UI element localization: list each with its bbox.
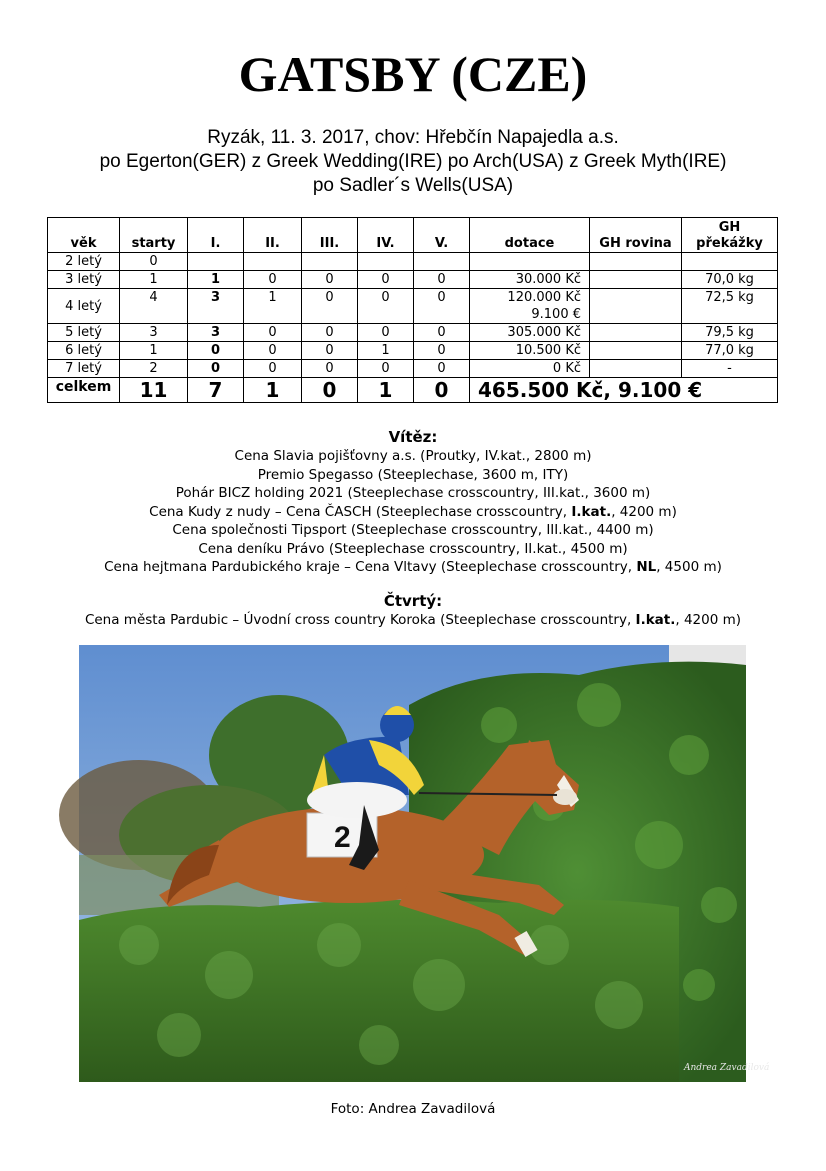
total-fifth: 0 <box>414 378 470 403</box>
race-record-table <box>47 217 778 403</box>
race-line <box>0 611 826 630</box>
table-total-row <box>48 378 778 403</box>
col-header-second: II. <box>244 218 302 253</box>
gh-flat-cell <box>590 324 682 342</box>
fourth-cell: 0 <box>358 360 414 378</box>
col-header-first: I. <box>188 218 244 253</box>
age-cell: 7 letý <box>48 360 120 378</box>
gh-flat-cell <box>590 342 682 360</box>
race-line-text: , 4200 m) <box>675 612 742 628</box>
starts-cell: 4 <box>120 289 188 324</box>
second-cell: 0 <box>244 324 302 342</box>
table-header-row <box>48 218 778 253</box>
fourth-heading: Čtvrtý: <box>383 592 443 610</box>
money-cell <box>470 289 590 324</box>
pedigree-line: po Egerton(GER) z Greek Wedding(IRE) po Arch(USA) z Greek Myth(IRE) <box>99 151 727 172</box>
race-line <box>0 558 826 577</box>
race-line-text: Cena města Pardubic – Úvodní cross country Koroka (Steeplechase crosscountry, <box>84 612 636 628</box>
total-third: 0 <box>302 378 358 403</box>
fifth-cell: 0 <box>414 324 470 342</box>
table-row <box>48 271 778 289</box>
table-row <box>48 360 778 378</box>
fourth-cell <box>358 253 414 271</box>
first-cell: 1 <box>188 271 244 289</box>
third-cell: 0 <box>302 360 358 378</box>
total-first: 7 <box>188 378 244 403</box>
race-category: NL <box>636 559 657 575</box>
fourth-place-section <box>0 591 826 630</box>
gh-flat-cell <box>590 271 682 289</box>
starts-cell: 3 <box>120 324 188 342</box>
second-cell: 0 <box>244 360 302 378</box>
gh-jump-cell <box>682 253 778 271</box>
money-cell: 305.000 Kč <box>470 324 590 342</box>
race-line: Pohár BICZ holding 2021 (Steeplechase crosscountry, III.kat., 3600 m) <box>175 485 651 501</box>
number-cloth-text: 2 <box>334 821 351 854</box>
fifth-cell: 0 <box>414 289 470 324</box>
gh-flat-cell <box>590 360 682 378</box>
second-cell: 0 <box>244 271 302 289</box>
money-cell: 30.000 Kč <box>470 271 590 289</box>
total-prize-money: 465.500 Kč, 9.100 € <box>470 378 778 403</box>
second-cell: 1 <box>244 289 302 324</box>
starts-cell: 2 <box>120 360 188 378</box>
race-line: Cena deníku Právo (Steeplechase crosscountry, II.kat., 4500 m) <box>198 540 628 557</box>
race-category: I.kat. <box>635 612 676 628</box>
pedigree-line-2: po Sadler´s Wells(USA) <box>312 175 514 196</box>
race-line <box>0 503 826 522</box>
photo-caption: Foto: Andrea Zavadilová <box>330 1101 496 1117</box>
fifth-cell: 0 <box>414 271 470 289</box>
total-second: 1 <box>244 378 302 403</box>
table-row <box>48 342 778 360</box>
wins-section <box>0 427 826 577</box>
total-fourth: 1 <box>358 378 414 403</box>
col-header-age: věk <box>48 218 120 253</box>
age-cell: 2 letý <box>48 253 120 271</box>
breeding-info-line: Ryzák, 11. 3. 2017, chov: Hřebčín Napajedla a.s. <box>207 127 619 148</box>
table-row <box>48 253 778 271</box>
col-header-prize-money: dotace <box>470 218 590 253</box>
total-starts: 11 <box>120 378 188 403</box>
starts-cell: 1 <box>120 271 188 289</box>
money-cell <box>470 253 590 271</box>
first-cell: 3 <box>188 289 244 324</box>
second-cell: 0 <box>244 342 302 360</box>
horse-name-title: GATSBY (CZE) <box>238 46 588 102</box>
gh-jump-cell: 77,0 kg <box>682 342 778 360</box>
col-header-starts: starty <box>120 218 188 253</box>
race-line-text: , 4500 m) <box>656 559 722 575</box>
gh-flat-cell <box>590 289 682 324</box>
col-header-gh-jump: GH překážky <box>682 218 778 253</box>
col-header-fourth: IV. <box>358 218 414 253</box>
fourth-cell: 0 <box>358 324 414 342</box>
total-label: celkem <box>48 378 120 403</box>
starts-cell: 1 <box>120 342 188 360</box>
first-cell: 3 <box>188 324 244 342</box>
money-czk: 120.000 Kč <box>507 290 581 305</box>
fourth-cell: 1 <box>358 342 414 360</box>
third-cell: 0 <box>302 271 358 289</box>
age-cell: 6 letý <box>48 342 120 360</box>
first-cell: 0 <box>188 342 244 360</box>
second-cell <box>244 253 302 271</box>
money-cell: 10.500 Kč <box>470 342 590 360</box>
age-cell: 5 letý <box>48 324 120 342</box>
third-cell: 0 <box>302 289 358 324</box>
starts-cell: 0 <box>120 253 188 271</box>
third-cell: 0 <box>302 324 358 342</box>
age-cell: 3 letý <box>48 271 120 289</box>
fifth-cell <box>414 253 470 271</box>
table-row <box>48 324 778 342</box>
gh-flat-cell <box>590 253 682 271</box>
race-photo <box>79 645 770 1082</box>
fifth-cell: 0 <box>414 360 470 378</box>
race-line: Premio Spegasso (Steeplechase, 3600 m, ITY) <box>257 466 569 483</box>
first-cell <box>188 253 244 271</box>
gh-jump-cell: 72,5 kg <box>682 289 778 324</box>
third-cell: 0 <box>302 342 358 360</box>
wins-heading: Vítěz: <box>388 428 438 446</box>
col-header-third: III. <box>302 218 358 253</box>
race-line-text: , 4200 m) <box>611 503 677 520</box>
money-eur: 9.100 € <box>531 307 581 322</box>
race-line-text: Cena hejtmana Pardubického kraje – Cena Vltavy (Steeplechase crosscountry, <box>104 559 637 575</box>
col-header-fifth: V. <box>414 218 470 253</box>
money-cell: 0 Kč <box>470 360 590 378</box>
first-cell: 0 <box>188 360 244 378</box>
gh-jump-cell: - <box>682 360 778 378</box>
gh-jump-cell: 79,5 kg <box>682 324 778 342</box>
fifth-cell: 0 <box>414 342 470 360</box>
race-line: Cena společnosti Tipsport (Steeplechase crosscountry, III.kat., 4400 m) <box>172 522 654 538</box>
gh-jump-cell: 70,0 kg <box>682 271 778 289</box>
table-row <box>48 289 778 324</box>
third-cell <box>302 253 358 271</box>
race-line-text: Cena Kudy z nudy – Cena ČASCH (Steeplechase crosscountry, <box>149 503 572 520</box>
race-category: I.kat. <box>571 503 612 520</box>
col-header-gh-flat: GH rovina <box>590 218 682 253</box>
fourth-cell: 0 <box>358 271 414 289</box>
fourth-cell: 0 <box>358 289 414 324</box>
race-line: Cena Slavia pojišťovny a.s. (Proutky, IV.kat., 2800 m) <box>234 448 592 464</box>
photo-signature: Andrea Zavadilová <box>684 1063 770 1073</box>
age-cell: 4 letý <box>48 289 120 324</box>
